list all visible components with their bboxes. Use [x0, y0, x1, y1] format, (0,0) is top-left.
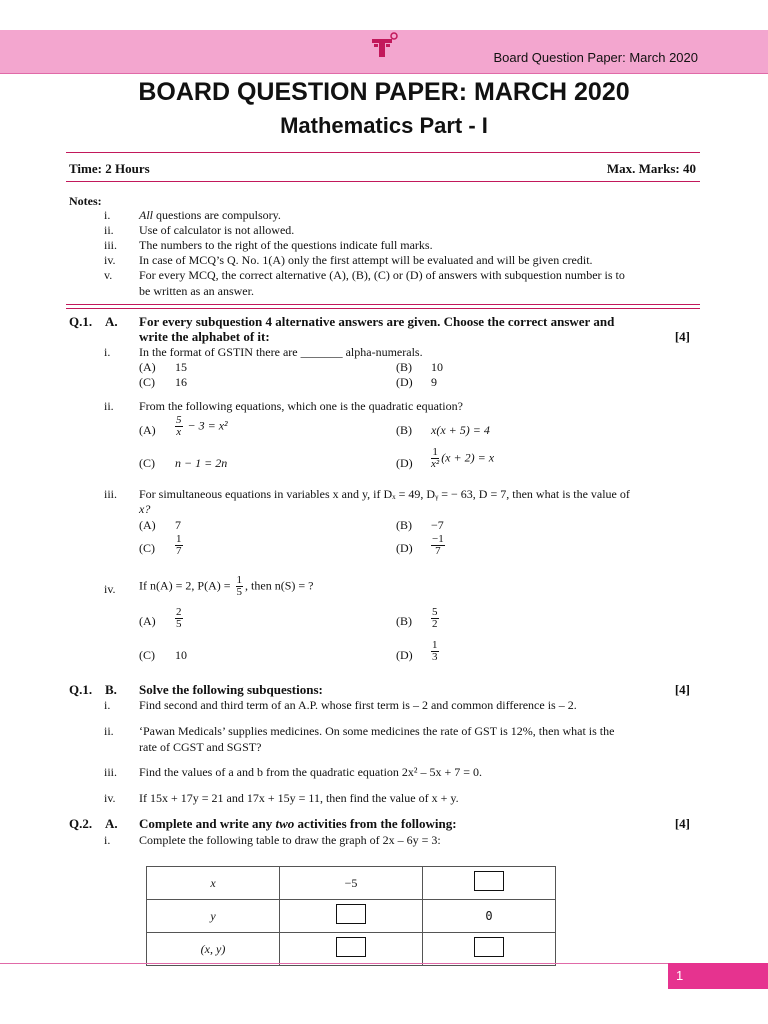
- answer-box[interactable]: [336, 904, 366, 924]
- option-label: (D): [396, 541, 413, 555]
- table-cell: −5: [280, 867, 423, 900]
- table-row: [147, 933, 556, 966]
- option-label: (D): [396, 648, 413, 662]
- question-number: Q.1.: [69, 682, 93, 697]
- subquestion-number: i.: [104, 345, 111, 359]
- subquestion-text: rate of CGST and SGST?: [139, 740, 262, 754]
- option-value: $\frac{5}{x}$ − 3 = x²: [176, 414, 228, 438]
- answer-box[interactable]: [474, 871, 504, 891]
- page-title: BOARD QUESTION PAPER: MARCH 2020: [138, 78, 630, 106]
- option-label: (A): [139, 614, 156, 628]
- option-value: [429, 640, 441, 663]
- question-instruction: For every subquestion 4 alternative answers are given. Choose the correct answer and: [139, 314, 615, 329]
- table-cell: x: [147, 867, 280, 900]
- subquestion-number: iv.: [104, 791, 116, 805]
- question-part: A.: [105, 314, 118, 329]
- subquestion-number: iii.: [104, 487, 118, 501]
- fraction: $\frac{-1}{7}$: [432, 533, 444, 557]
- option-label: (C): [139, 456, 155, 470]
- question-marks: [4]: [674, 816, 690, 831]
- option-label: (A): [139, 518, 156, 532]
- option-label: (C): [139, 541, 155, 555]
- option-label: (A): [139, 360, 156, 374]
- subquestion-number: i.: [104, 833, 111, 847]
- publisher-logo-icon: [368, 31, 400, 59]
- divider: [66, 181, 700, 182]
- table-cell: [423, 867, 556, 900]
- option-value: 10: [431, 360, 443, 374]
- subquestion-text: Complete the following table to draw the graph of 2x – 6y = 3:: [139, 833, 441, 847]
- note-text: In case of MCQ’s Q. No. 1(A) only the first attempt will be evaluated and will be given credit.: [139, 253, 593, 267]
- question-part: A.: [105, 816, 118, 831]
- graph-table: [146, 866, 556, 966]
- option-value: [173, 607, 185, 630]
- option-label: (C): [139, 375, 155, 389]
- subquestion-text: x?: [139, 502, 151, 516]
- option-value: 7: [175, 518, 181, 532]
- table-row: [147, 867, 556, 900]
- table-cell: [280, 933, 423, 966]
- fraction: $\frac{1}{\text{x²}}$: [431, 446, 440, 470]
- fraction: $\frac{1}{3}$: [432, 639, 438, 663]
- option-label: (B): [396, 614, 412, 628]
- subquestion-text: For simultaneous equations in variables x and y, if Dₓ = 49, Dᵧ = − 63, D = 7, then what is the value of: [139, 487, 630, 501]
- question-number: Q.1.: [69, 314, 93, 329]
- option-label: (D): [396, 456, 413, 470]
- page-subtitle: Mathematics Part - I: [280, 113, 488, 138]
- subquestion-number: iii.: [104, 765, 118, 779]
- subquestion-text: In the format of GSTIN there are _______ alpha-numerals.: [139, 345, 423, 359]
- answer-box[interactable]: [336, 937, 366, 957]
- fraction: $\frac{1}{5}$: [236, 574, 243, 598]
- footer-divider: [0, 963, 768, 964]
- subquestion-text: If n(A) = 2, P(A) = $\frac{1}{5}$ , then n(S) = ?: [139, 574, 314, 598]
- question-part: B.: [105, 682, 117, 697]
- subquestion-number: iv.: [104, 582, 116, 596]
- subquestion-text: Find second and third term of an A.P. whose first term is – 2 and common difference is – 2.: [139, 698, 577, 712]
- option-value: [429, 607, 441, 630]
- table-cell: (x, y): [147, 933, 280, 966]
- question-marks: [4]: [674, 329, 690, 344]
- header-label: Board Question Paper: March 2020: [493, 50, 698, 65]
- option-label: (A): [139, 423, 156, 437]
- option-value: 9: [431, 375, 437, 389]
- question-number: Q.2.: [69, 816, 93, 831]
- fraction: $\frac{2}{5}$: [176, 606, 182, 630]
- option-label: (B): [396, 423, 412, 437]
- subquestion-text: From the following equations, which one is the quadratic equation?: [139, 399, 463, 413]
- table-cell: [280, 900, 423, 933]
- table-cell: y: [147, 900, 280, 933]
- note-number: iv.: [104, 253, 116, 267]
- divider: [66, 152, 700, 153]
- note-text: be written as an answer.: [139, 284, 254, 298]
- question-instruction: Solve the following subquestions:: [139, 682, 323, 697]
- option-value: $\frac{1}{\text{x²}}$ (x + 2) = x: [431, 446, 495, 470]
- table-row: [147, 900, 556, 933]
- option-label: (B): [396, 518, 412, 532]
- subquestion-number: ii.: [104, 399, 114, 413]
- subquestion-text: ‘Pawan Medicals’ supplies medicines. On some medicines the rate of GST is 12%, then what is the: [139, 724, 615, 738]
- note-number: ii.: [104, 223, 114, 237]
- option-value: [429, 534, 447, 557]
- option-value: 16: [175, 375, 187, 389]
- answer-box[interactable]: [474, 937, 504, 957]
- time-label: Time: 2 Hours: [69, 161, 150, 176]
- note-text: All questions are compulsory.: [139, 208, 281, 222]
- note-number: iii.: [104, 238, 118, 252]
- option-value: [173, 534, 185, 557]
- option-value: 10: [175, 648, 187, 662]
- option-value: n − 1 = 2n: [175, 456, 228, 470]
- subquestion-text: Find the values of a and b from the quadratic equation 2x² – 5x + 7 = 0.: [139, 765, 483, 779]
- subquestion-number: ii.: [104, 724, 114, 738]
- double-divider: [66, 304, 700, 309]
- table-cell: [423, 933, 556, 966]
- notes-heading: Notes:: [69, 194, 102, 208]
- option-value: x(x + 5) = 4: [431, 423, 490, 437]
- subquestion-text: If 15x + 17y = 21 and 17x + 15y = 11, then find the value of x + y.: [139, 791, 459, 805]
- question-instruction: Complete and write any two activities from the following:: [139, 816, 457, 831]
- option-value: −7: [431, 518, 444, 532]
- note-number: i.: [104, 208, 111, 222]
- option-label: (C): [139, 648, 155, 662]
- note-text: For every MCQ, the correct alternative (A), (B), (C) or (D) of answers with subquestion number is to: [139, 268, 625, 282]
- question-instruction: write the alphabet of it:: [139, 329, 270, 344]
- subquestion-number: i.: [104, 698, 111, 712]
- fraction: $\frac{1}{7}$: [176, 533, 182, 557]
- max-marks-label: Max. Marks: 40: [606, 161, 696, 176]
- page-number: 1: [676, 968, 684, 983]
- question-marks: [4]: [674, 682, 690, 697]
- fraction: $\frac{5}{x}$: [176, 414, 182, 438]
- note-number: v.: [104, 268, 113, 282]
- option-label: (D): [396, 375, 413, 389]
- option-label: (B): [396, 360, 412, 374]
- note-text: Use of calculator is not allowed.: [139, 223, 295, 237]
- option-value: 15: [175, 360, 187, 374]
- fraction: $\frac{5}{2}$: [432, 606, 438, 630]
- table-cell: 0: [423, 900, 556, 933]
- note-text: The numbers to the right of the questions indicate full marks.: [139, 238, 433, 252]
